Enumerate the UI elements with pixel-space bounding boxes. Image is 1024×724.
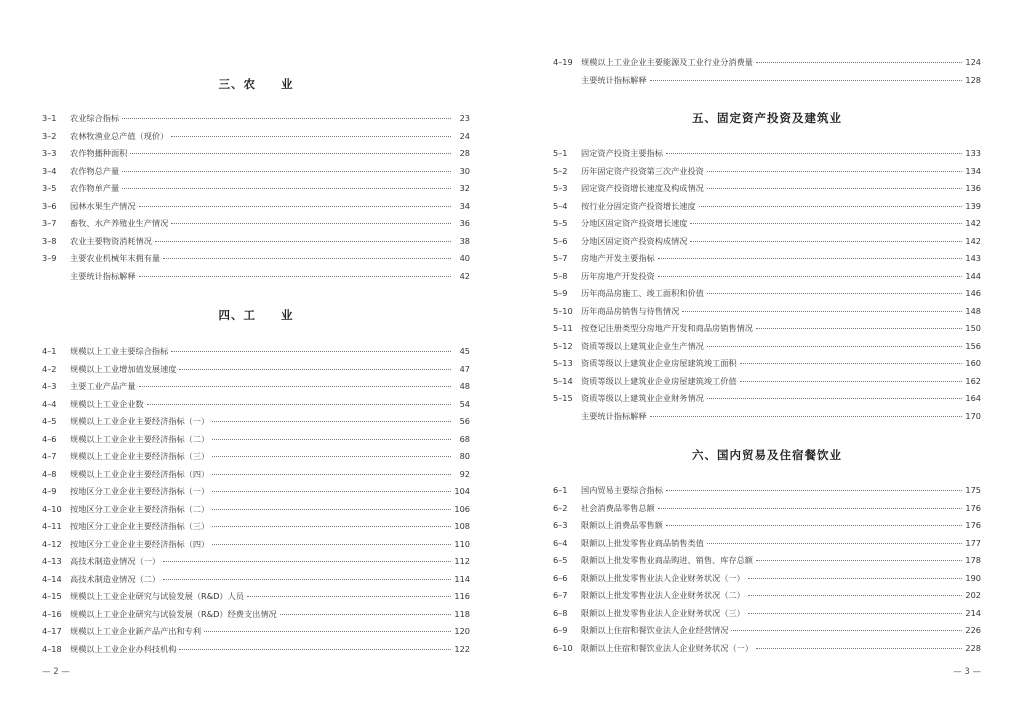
toc-entry[interactable] xyxy=(553,145,981,163)
toc-dot-leader xyxy=(130,153,451,154)
toc-entry-title: 按地区分工业企业主要经济指标（四） xyxy=(70,538,210,549)
toc-entry[interactable] xyxy=(553,570,981,588)
toc-entry[interactable] xyxy=(553,54,981,72)
toc-entry-page: 190 xyxy=(965,572,981,583)
toc-entry-page: 139 xyxy=(965,200,981,211)
toc-entry-page: 92 xyxy=(459,468,470,479)
right-page xyxy=(553,0,981,724)
toc-entry-page: 142 xyxy=(965,218,981,228)
toc-entry-page: 176 xyxy=(965,520,981,530)
toc-dot-leader xyxy=(212,544,451,545)
toc-entry[interactable] xyxy=(42,641,470,659)
toc-entry-number: 4–5 xyxy=(42,416,57,426)
toc-entry-number: 4–10 xyxy=(42,503,62,514)
toc-entry-title: 园林水果生产情况 xyxy=(70,200,136,211)
toc-dot-leader xyxy=(690,241,962,242)
toc-dot-leader xyxy=(171,223,451,224)
toc-entry-title: 高技术制造业情况（二） xyxy=(70,573,161,584)
toc-entry-page: 128 xyxy=(965,74,981,85)
toc-entry-page: 148 xyxy=(965,305,981,316)
toc-entry-title: 规模以上工业企业新产品产出和专利 xyxy=(70,626,202,636)
toc-entry[interactable] xyxy=(42,501,470,519)
toc-entry-number: 4–11 xyxy=(42,521,62,531)
toc-entry-title: 规模以上工业企业主要经济指标（一） xyxy=(70,416,210,426)
toc-dot-leader xyxy=(212,421,451,422)
toc-entry-title: 规模以上工业主要综合指标 xyxy=(70,346,169,356)
toc-entry-title: 规模以上工业企业主要经济指标（二） xyxy=(70,433,210,444)
toc-entry-number: 5–9 xyxy=(553,288,568,298)
toc-entry[interactable] xyxy=(42,110,470,128)
toc-entry[interactable] xyxy=(42,623,470,641)
toc-entry-number: 5–13 xyxy=(553,358,573,368)
toc-entry[interactable] xyxy=(553,250,981,268)
toc-entry-title: 畜牧、水产养殖业生产情况 xyxy=(70,218,169,228)
toc-entry-title: 规模以上工业企业主要经济指标（三） xyxy=(70,451,210,461)
toc-dot-leader xyxy=(122,118,451,119)
toc-entry-number: 3–6 xyxy=(42,200,57,211)
toc-entry-number: 5–2 xyxy=(553,165,568,176)
toc-entry[interactable] xyxy=(553,303,981,321)
toc-entry[interactable] xyxy=(42,431,470,449)
toc-entry[interactable] xyxy=(42,571,470,589)
toc-entry-page: 176 xyxy=(965,502,981,513)
toc-entry[interactable] xyxy=(42,361,470,379)
toc-dot-leader xyxy=(171,351,451,352)
toc-dot-leader xyxy=(280,614,451,615)
toc-dot-leader xyxy=(707,171,962,172)
toc-entry[interactable] xyxy=(42,588,470,606)
toc-dot-leader xyxy=(756,62,962,63)
toc-entry-number: 5–7 xyxy=(553,253,568,263)
toc-entry-number: 3–1 xyxy=(42,113,57,123)
toc-entry-number: 5–4 xyxy=(553,200,568,211)
toc-entry-title: 按行业分固定资产投资增长速度 xyxy=(581,200,696,211)
toc-entry[interactable] xyxy=(553,233,981,251)
toc-entry[interactable] xyxy=(42,483,470,501)
toc-entry[interactable] xyxy=(553,390,981,408)
toc-entry-title: 按地区分工业企业主要经济指标（二） xyxy=(70,503,210,514)
toc-entry-title: 主要农业机械年末拥有量 xyxy=(70,253,161,263)
toc-entry-page: 32 xyxy=(459,183,470,193)
toc-entry[interactable] xyxy=(553,408,981,426)
page-number-left: — 2 — xyxy=(42,667,70,677)
toc-entry-number: 3–5 xyxy=(42,183,57,193)
toc-entry-title: 资质等级以上建筑业企业房屋建筑竣工面积 xyxy=(581,358,737,368)
toc-dot-leader xyxy=(707,188,962,189)
toc-entry-title: 主要统计指标解释 xyxy=(70,270,136,281)
toc-entry[interactable] xyxy=(553,180,981,198)
toc-entry-page: 164 xyxy=(965,393,981,403)
toc-entry[interactable] xyxy=(42,448,470,466)
toc-entry[interactable] xyxy=(553,268,981,286)
toc-entry-title: 农作物单产量 xyxy=(70,183,120,193)
toc-entry-title: 历年商品房施工、竣工面积和价值 xyxy=(581,288,704,298)
toc-entry-number: 6–5 xyxy=(553,555,568,565)
toc-dot-leader xyxy=(163,258,451,259)
toc-entry-page: 178 xyxy=(965,555,981,565)
toc-dot-leader xyxy=(707,398,962,399)
toc-entry-page: 118 xyxy=(454,608,470,619)
section-title-fixed-investment: 五、固定资产投资及建筑业 xyxy=(692,111,842,125)
toc-entry-title: 历年房地产开发投资 xyxy=(581,270,655,281)
toc-entry-title: 限额以上批发零售业商品销售类值 xyxy=(581,537,704,548)
toc-entry-page: 54 xyxy=(459,398,470,409)
toc-entry[interactable] xyxy=(42,128,470,146)
toc-entry-number: 5–12 xyxy=(553,340,573,351)
toc-entry[interactable] xyxy=(553,285,981,303)
toc-entry[interactable] xyxy=(553,355,981,373)
toc-entry-page: 133 xyxy=(965,148,981,158)
toc-dot-leader xyxy=(212,526,451,527)
toc-entry-page: 116 xyxy=(454,591,470,601)
toc-entry[interactable] xyxy=(553,320,981,338)
toc-entry-page: 150 xyxy=(965,323,981,333)
toc-entry-title: 规模以上工业企业主要经济指标（四） xyxy=(70,468,210,479)
toc-dot-leader xyxy=(139,386,451,387)
toc-entry[interactable] xyxy=(42,268,470,286)
toc-entry-title: 主要统计指标解释 xyxy=(581,410,647,421)
toc-entry-title: 资质等级以上建筑业企业财务情况 xyxy=(581,393,704,403)
toc-entry-page: 114 xyxy=(454,573,470,584)
toc-entry-title: 农作物播种面积 xyxy=(70,148,128,158)
toc-entry-number: 4–17 xyxy=(42,626,62,636)
toc-entry[interactable] xyxy=(553,500,981,518)
toc-entry-title: 资质等级以上建筑业企业房屋建筑竣工价值 xyxy=(581,375,737,386)
toc-entry[interactable] xyxy=(553,72,981,90)
toc-dot-leader xyxy=(748,595,962,596)
toc-entry-number: 4–18 xyxy=(42,643,62,654)
toc-dot-leader xyxy=(731,630,962,631)
toc-dot-leader xyxy=(650,80,962,81)
toc-entry-number: 4–1 xyxy=(42,346,57,356)
toc-dot-leader xyxy=(247,596,451,597)
toc-entry-title: 固定资产投资增长速度及构成情况 xyxy=(581,183,704,193)
toc-entry-number: 3–4 xyxy=(42,165,57,176)
toc-entry-page: 56 xyxy=(459,416,470,426)
toc-entry-number: 4–12 xyxy=(42,538,62,549)
toc-dot-leader xyxy=(748,613,962,614)
toc-entry[interactable] xyxy=(42,518,470,536)
toc-dot-leader xyxy=(699,206,962,207)
toc-entry-page: 214 xyxy=(965,607,981,618)
toc-entry-page: 34 xyxy=(459,200,470,211)
toc-entry-page: 202 xyxy=(965,590,981,600)
toc-dot-leader xyxy=(212,439,451,440)
toc-entry-number: 6–9 xyxy=(553,625,568,635)
toc-entry-title: 限额以上批发零售业法人企业财务状况（二） xyxy=(581,590,745,600)
toc-dot-leader xyxy=(707,346,962,347)
toc-dot-leader xyxy=(658,258,962,259)
toc-entry-title: 国内贸易主要综合指标 xyxy=(581,485,663,495)
toc-entry-title: 历年固定资产投资第三次产业投资 xyxy=(581,165,704,176)
toc-entry[interactable] xyxy=(42,198,470,216)
toc-entry[interactable] xyxy=(553,552,981,570)
toc-dot-leader xyxy=(756,560,962,561)
toc-dot-leader xyxy=(658,276,962,277)
toc-entry[interactable] xyxy=(42,343,470,361)
toc-entry-page: 68 xyxy=(459,433,470,444)
toc-entry-number: 3–2 xyxy=(42,130,57,141)
toc-entry-page: 228 xyxy=(965,642,981,653)
left-page xyxy=(42,0,470,724)
toc-entry-page: 40 xyxy=(459,253,470,263)
toc-entry-number: 5–3 xyxy=(553,183,568,193)
toc-dot-leader xyxy=(682,311,962,312)
toc-dot-leader xyxy=(756,648,962,649)
page-number-right: — 3 — xyxy=(953,667,981,677)
toc-dot-leader xyxy=(666,153,962,154)
toc-entry-number: 4–3 xyxy=(42,381,57,391)
toc-entry-title: 主要统计指标解释 xyxy=(581,74,647,85)
toc-dot-leader xyxy=(658,508,962,509)
toc-entry-number: 6–3 xyxy=(553,520,568,530)
toc-dot-leader xyxy=(707,543,962,544)
toc-entry-page: 112 xyxy=(454,556,470,566)
toc-entry-title: 农业主要物资消耗情况 xyxy=(70,235,152,246)
toc-entry-number: 4–7 xyxy=(42,451,57,461)
toc-list-domestic-trade xyxy=(553,482,981,657)
toc-list-industry-continued xyxy=(553,54,981,89)
toc-entry-page: 30 xyxy=(459,165,470,176)
toc-list-industry xyxy=(42,343,470,658)
toc-entry-page: 122 xyxy=(454,643,470,654)
toc-entry[interactable] xyxy=(42,466,470,484)
toc-dot-leader xyxy=(707,293,962,294)
toc-entry-page: 42 xyxy=(459,270,470,281)
toc-entry-title: 农作物总产量 xyxy=(70,165,120,176)
toc-dot-leader xyxy=(179,649,451,650)
toc-entry-title: 限额以上消费品零售额 xyxy=(581,520,663,530)
toc-entry-number: 6–10 xyxy=(553,642,573,653)
toc-dot-leader xyxy=(212,456,451,457)
toc-dot-leader xyxy=(666,525,962,526)
toc-entry-title: 按地区分工业企业主要经济指标（一） xyxy=(70,486,210,496)
toc-dot-leader xyxy=(690,223,962,224)
toc-entry[interactable] xyxy=(553,517,981,535)
toc-entry-page: 47 xyxy=(459,363,470,374)
toc-dot-leader xyxy=(163,579,451,580)
toc-entry-title: 规模以上工业企业办科技机构 xyxy=(70,643,177,654)
toc-entry[interactable] xyxy=(553,640,981,658)
toc-dot-leader xyxy=(171,136,451,137)
toc-dot-leader xyxy=(179,369,451,370)
toc-entry-number: 4–16 xyxy=(42,608,62,619)
toc-entry-number: 5–6 xyxy=(553,235,568,246)
toc-entry-title: 主要工业产品产量 xyxy=(70,381,136,391)
toc-entry-number: 4–2 xyxy=(42,363,57,374)
toc-list-fixed-investment xyxy=(553,145,981,425)
toc-dot-leader xyxy=(122,188,451,189)
toc-entry[interactable] xyxy=(42,215,470,233)
toc-entry-number: 4–6 xyxy=(42,433,57,444)
toc-entry-title: 农业综合指标 xyxy=(70,113,120,123)
toc-entry-page: 226 xyxy=(965,625,981,635)
toc-entry[interactable] xyxy=(42,413,470,431)
toc-dot-leader xyxy=(155,241,451,242)
toc-entry-number: 3–9 xyxy=(42,253,57,263)
toc-entry-number: 4–15 xyxy=(42,591,62,601)
toc-entry-page: 110 xyxy=(454,538,470,549)
section-title-domestic-trade: 六、国内贸易及住宿餐饮业 xyxy=(692,448,842,462)
toc-entry[interactable] xyxy=(42,163,470,181)
toc-entry-number: 6–7 xyxy=(553,590,568,600)
toc-dot-leader xyxy=(139,276,451,277)
toc-dot-leader xyxy=(212,509,451,510)
toc-entry[interactable] xyxy=(42,233,470,251)
toc-dot-leader xyxy=(740,381,962,382)
toc-dot-leader xyxy=(748,578,962,579)
toc-entry[interactable] xyxy=(553,587,981,605)
toc-entry-title: 规模以上工业企业数 xyxy=(70,398,144,409)
toc-entry-page: 136 xyxy=(965,183,981,193)
toc-entry-page: 45 xyxy=(459,346,470,356)
toc-entry-number: 3–3 xyxy=(42,148,57,158)
toc-entry-page: 23 xyxy=(459,113,470,123)
toc-entry-number: 6–6 xyxy=(553,572,568,583)
toc-entry[interactable] xyxy=(553,482,981,500)
toc-entry[interactable] xyxy=(553,338,981,356)
toc-entry-page: 120 xyxy=(454,626,470,636)
toc-entry-title: 历年商品房销售与待售情况 xyxy=(581,305,680,316)
toc-entry-number: 5–10 xyxy=(553,305,573,316)
toc-entry-title: 社会消费品零售总额 xyxy=(581,502,655,513)
toc-entry-number: 3–7 xyxy=(42,218,57,228)
toc-entry-title: 限额以上住宿和餐饮业法人企业经营情况 xyxy=(581,625,729,635)
toc-entry-title: 按登记注册类型分房地产开发和商品房销售情况 xyxy=(581,323,753,333)
toc-entry-number: 4–4 xyxy=(42,398,57,409)
toc-entry[interactable] xyxy=(553,198,981,216)
toc-entry-page: 156 xyxy=(965,340,981,351)
toc-dot-leader xyxy=(212,491,451,492)
toc-entry-number: 4–9 xyxy=(42,486,57,496)
toc-entry-number: 6–4 xyxy=(553,537,568,548)
toc-entry-page: 80 xyxy=(459,451,470,461)
toc-entry-page: 48 xyxy=(459,381,470,391)
toc-entry-page: 106 xyxy=(454,503,470,514)
toc-entry-title: 房地产开发主要指标 xyxy=(581,253,655,263)
toc-entry-page: 142 xyxy=(965,235,981,246)
toc-entry-page: 146 xyxy=(965,288,981,298)
toc-entry-number: 6–1 xyxy=(553,485,568,495)
toc-entry-title: 固定资产投资主要指标 xyxy=(581,148,663,158)
toc-entry-title: 高技术制造业情况（一） xyxy=(70,556,161,566)
toc-entry-number: 5–1 xyxy=(553,148,568,158)
toc-entry-title: 农林牧渔业总产值（现价） xyxy=(70,130,169,141)
toc-entry[interactable] xyxy=(42,606,470,624)
toc-entry-number: 4–14 xyxy=(42,573,62,584)
toc-entry[interactable] xyxy=(42,553,470,571)
toc-entry-title: 规模以上工业企业主要能源及工业行业分消费量 xyxy=(581,57,753,67)
toc-entry[interactable] xyxy=(553,535,981,553)
toc-entry-page: 28 xyxy=(459,148,470,158)
toc-entry-page: 38 xyxy=(459,235,470,246)
toc-entry-title: 分地区固定资产投资构成情况 xyxy=(581,235,688,246)
toc-entry-page: 160 xyxy=(965,358,981,368)
toc-entry-page: 143 xyxy=(965,253,981,263)
toc-entry-title: 按地区分工业企业主要经济指标（三） xyxy=(70,521,210,531)
toc-entry-title: 限额以上住宿和餐饮业法人企业财务状况（一） xyxy=(581,642,753,653)
toc-entry-title: 限额以上批发零售业法人企业财务状况（三） xyxy=(581,607,745,618)
toc-dot-leader xyxy=(212,474,451,475)
toc-entry-number: 5–15 xyxy=(553,393,573,403)
section-title-agriculture: 三、农 业 xyxy=(218,77,294,91)
toc-dot-leader xyxy=(756,328,962,329)
toc-entry[interactable] xyxy=(42,250,470,268)
toc-dot-leader xyxy=(204,631,451,632)
toc-entry-number: 5–5 xyxy=(553,218,568,228)
toc-entry-number: 3–8 xyxy=(42,235,57,246)
toc-entry[interactable] xyxy=(553,373,981,391)
toc-dot-leader xyxy=(740,363,962,364)
toc-entry-number: 6–8 xyxy=(553,607,568,618)
toc-entry-page: 104 xyxy=(454,486,470,496)
toc-entry-page: 124 xyxy=(965,57,981,67)
toc-entry-number: 5–14 xyxy=(553,375,573,386)
toc-entry-page: 170 xyxy=(965,410,981,421)
toc-entry-page: 162 xyxy=(965,375,981,386)
toc-entry[interactable] xyxy=(553,605,981,623)
toc-entry[interactable] xyxy=(42,378,470,396)
toc-entry[interactable] xyxy=(42,396,470,414)
toc-entry-title: 规模以上工业企业研究与试验发展（R&D）经费支出情况 xyxy=(70,608,277,619)
toc-entry-number: 4–13 xyxy=(42,556,62,566)
toc-dot-leader xyxy=(122,171,451,172)
toc-entry[interactable] xyxy=(553,163,981,181)
toc-entry-number: 5–8 xyxy=(553,270,568,281)
toc-dot-leader xyxy=(147,404,451,405)
toc-dot-leader xyxy=(666,490,962,491)
toc-entry-page: 108 xyxy=(454,521,470,531)
toc-entry-number: 6–2 xyxy=(553,502,568,513)
section-title-industry: 四、工 业 xyxy=(218,308,294,322)
toc-list-agriculture xyxy=(42,110,470,285)
toc-entry[interactable] xyxy=(42,536,470,554)
toc-entry-title: 限额以上批发零售业法人企业财务状况（一） xyxy=(581,572,745,583)
toc-entry[interactable] xyxy=(42,180,470,198)
toc-entry-title: 分地区固定资产投资增长速度 xyxy=(581,218,688,228)
toc-entry-page: 177 xyxy=(965,537,981,548)
toc-entry-page: 24 xyxy=(459,130,470,141)
toc-entry-page: 134 xyxy=(965,165,981,176)
toc-entry-title: 资质等级以上建筑业企业生产情况 xyxy=(581,340,704,351)
toc-entry-page: 144 xyxy=(965,270,981,281)
toc-entry-page: 36 xyxy=(459,218,470,228)
toc-entry-number: 4–8 xyxy=(42,468,57,479)
toc-dot-leader xyxy=(163,561,451,562)
toc-entry-number: 4–19 xyxy=(553,57,573,67)
toc-entry[interactable] xyxy=(42,145,470,163)
toc-entry[interactable] xyxy=(553,215,981,233)
toc-dot-leader xyxy=(650,416,962,417)
toc-dot-leader xyxy=(139,206,451,207)
toc-entry-title: 规模以上工业企业研究与试验发展（R&D）人员 xyxy=(70,591,244,601)
toc-entry[interactable] xyxy=(553,622,981,640)
toc-entry-page: 175 xyxy=(965,485,981,495)
toc-entry-number: 5–11 xyxy=(553,323,573,333)
toc-entry-title: 规模以上工业增加值发展速度 xyxy=(70,363,177,374)
toc-entry-title: 限额以上批发零售业商品购进、销售、库存总额 xyxy=(581,555,753,565)
